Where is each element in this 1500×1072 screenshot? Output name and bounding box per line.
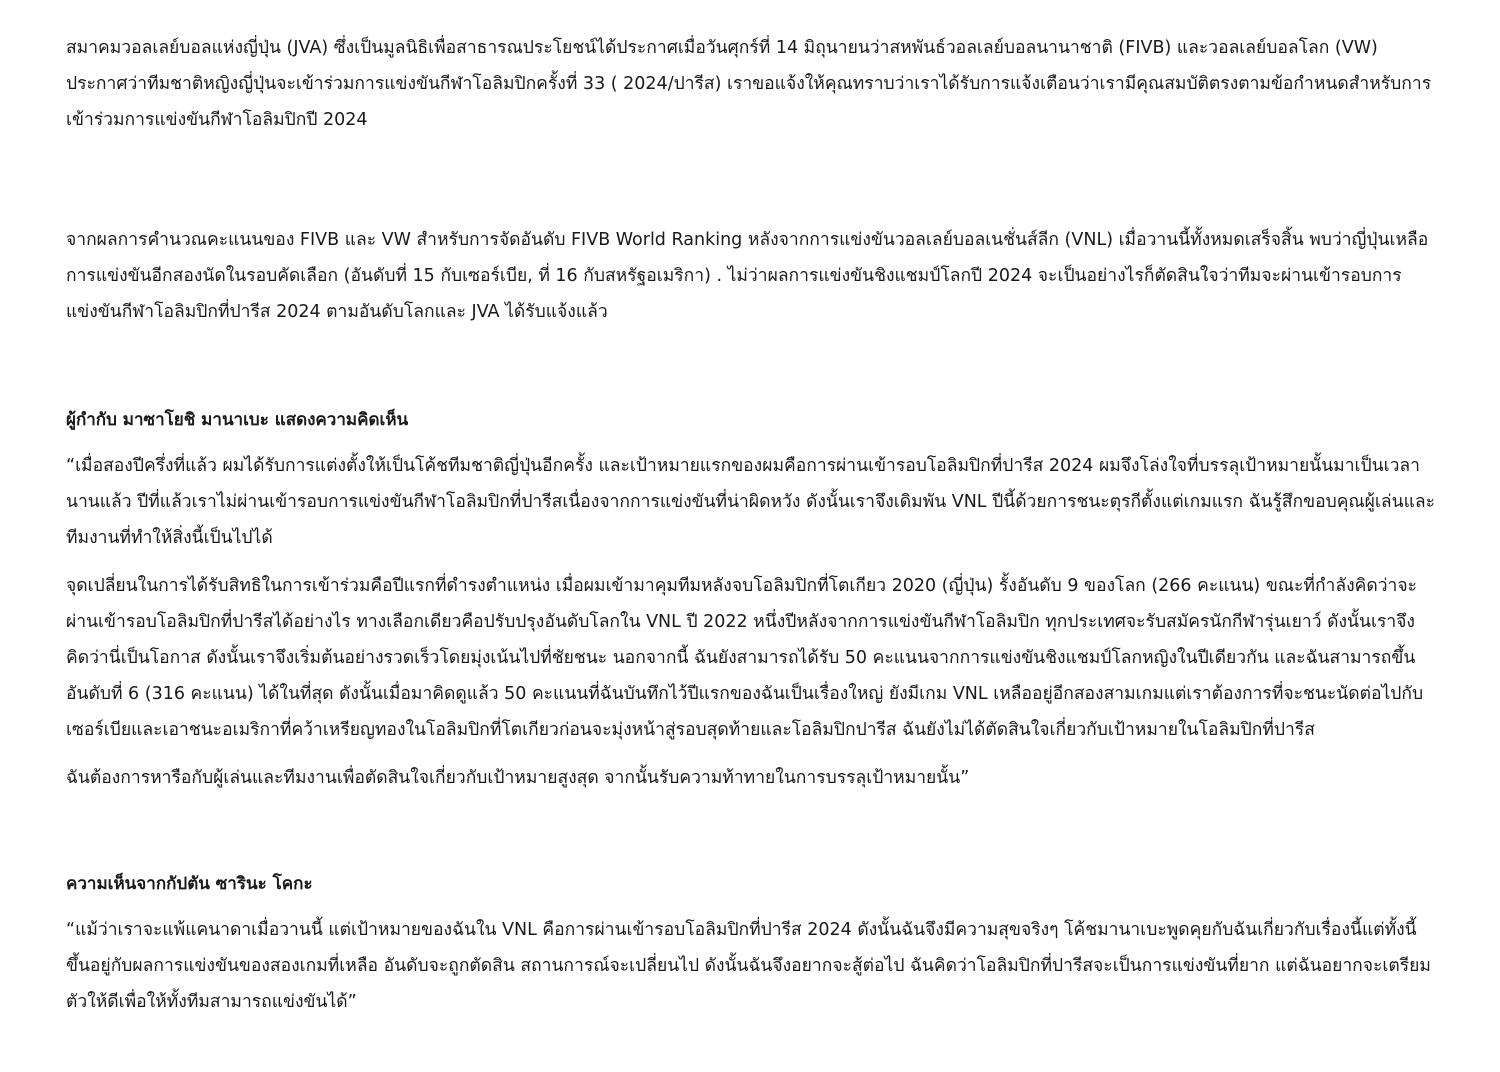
captain-comment-heading: ความเห็นจากกัปตัน ซารินะ โคกะ — [66, 874, 313, 894]
captain-section — [66, 866, 1438, 1020]
intro-paragraph-2: จากผลการคำนวณคะแนนของ FIVB และ VW สำหรับการจัดอันดับ FIVB World Ranking หลังจากการแข่งขันวอลเลย์บอลเนชั่นส์ลีก (VNL) เมื่อวานนี้ทั้งหมดเสร็จสิ้น พบว่าญี่ปุ่นเหลือการแข่งขันอีกสองนัดในรอบคัดเลือก (อันดับที่ 15 กับเซอร์เบีย, ที่ 16 กับสหรัฐอเมริกา) . ไม่ว่าผลการแข่งขันชิงแชมป์โลกปี 2024 จะเป็นอย่างไรก็ตัดสินใจว่าทีมจะผ่านเข้ารอบการแข่งขันกีฬาโอลิมปิกที่ปารีส 2024 ตามอันดับโลกและ JVA ได้รับแจ้งแล้ว — [66, 230, 1429, 322]
coach-quote-paragraph-2: จุดเปลี่ยนในการได้รับสิทธิในการเข้าร่วมคือปีแรกที่ดำรงตำแหน่ง เมื่อผมเข้ามาคุมทีมหลังจบโอลิมปิกที่โตเกียว 2020 (ญี่ปุ่น) รั้งอันดับ 9 ของโลก (266 คะแนน) ขณะที่กำลังคิดว่าจะผ่านเข้ารอบโอลิมปิกที่ปารีสได้อย่างไร ทางเลือกเดียวคือปรับปรุงอันดับโลกใน VNL ปี 2022 หนึ่งปีหลังจากการแข่งขันกีฬาโอลิมปิก ทุกประเทศจะรับสมัครนักกีฬารุ่นเยาว์ ดังนั้นเราจึงคิดว่านี่เป็นโอกาส ดังนั้นเราจึงเริ่มต้นอย่างรวดเร็วโดยมุ่งเน้นไปที่ชัยชนะ นอกจากนี้ ฉันยังสามารถได้รับ 50 คะแนนจากการแข่งขันชิงแชมป์โลกหญิงในปีเดียวกัน และฉันสามารถขึ้นอันดับที่ 6 (316 คะแนน) ได้ในที่สุด ดังนั้นเมื่อมาคิดดูแล้ว 50 คะแนนที่ฉันบันทึกไว้ปีแรกของฉันเป็นเรื่องใหญ่ ยังมีเกม VNL เหลืออยู่อีกสองสามเกมแต่เราต้องการที่จะชนะนัดต่อไปกับเซอร์เบียและเอาชนะอเมริกาที่คว้าเหรียญทองในโอลิมปิกที่โตเกียวก่อนจะมุ่งหน้าสู่รอบสุดท้ายและโอลิมปิกปารีส ฉันยังไม่ได้ตัดสินใจเกี่ยวกับเป้าหมายในโอลิมปิกที่ปารีส — [66, 576, 1424, 740]
intro-paragraph-1: สมาคมวอลเลย์บอลแห่งญี่ปุ่น (JVA) ซึ่งเป็นมูลนิธิเพื่อสาธารณประโยชน์ได้ประกาศเมื่อวันศุกร์ที่ 14 มิถุนายนว่าสหพันธ์วอลเลย์บอลนานาชาติ (FIVB) และวอลเลย์บอลโลก (VW) ประกาศว่าทีมชาติหญิงญี่ปุ่นจะเข้าร่วมการแข่งขันกีฬาโอลิมปิกครั้งที่ 33 ( 2024/ปารีส) เราขอแจ้งให้คุณทราบว่าเราได้รับการแจ้งเตือนว่าเรามีคุณสมบัติตรงตามข้อกำหนดสำหรับการเข้าร่วมการแข่งขันกีฬาโอลิมปิกปี 2024 — [66, 38, 1432, 130]
article-body — [66, 30, 1438, 1032]
coach-quote-paragraph-3: ฉันต้องการหารือกับผู้เล่นและทีมงานเพื่อตัดสินใจเกี่ยวกับเป้าหมายสูงสุด จากนั้นรับความท้าทายในการบรรลุเป้าหมายนั้น” — [66, 768, 970, 788]
coach-comment-heading: ผู้กำกับ มาซาโยชิ มานาเบะ แสดงความคิดเห็น — [66, 410, 409, 430]
captain-quote-paragraph: “แม้ว่าเราจะแพ้แคนาดาเมื่อวานนี้ แต่เป้าหมายของฉันใน VNL คือการผ่านเข้ารอบโอลิมปิกที่ปารีส 2024 ดังนั้นฉันจึงมีความสุขจริงๆ โค้ชมานาเบะพูดคุยกับฉันเกี่ยวกับเรื่องนี้แต่ทั้งนี้ขึ้นอยู่กับผลการแข่งขันของสองเกมที่เหลือ อันดับจะถูกตัดสิน สถานการณ์จะเปลี่ยนไป ดังนั้นฉันจึงอยากจะสู้ต่อไป ฉันคิดว่าโอลิมปิกที่ปารีสจะเป็นการแข่งขันที่ยาก แต่ฉันอยากจะเตรียมตัวให้ดีเพื่อให้ทั้งทีมสามารถแข่งขันได้” — [66, 920, 1431, 1012]
coach-quote-paragraph-1: “เมื่อสองปีครึ่งที่แล้ว ผมได้รับการแต่งตั้งให้เป็นโค้ชทีมชาติญี่ปุ่นอีกครั้ง และเป้าหมายแรกของผมคือการผ่านเข้ารอบโอลิมปิกที่ปารีส 2024 ผมจึงโล่งใจที่บรรลุเป้าหมายนั้นมาเป็นเวลานานแล้ว ปีที่แล้วเราไม่ผ่านเข้ารอบการแข่งขันกีฬาโอลิมปิกที่ปารีสเนื่องจากการแข่งขันที่น่าผิดหวัง ดังนั้นเราจึงเดิมพัน VNL ปีนี้ด้วยการชนะตุรกีตั้งแต่เกมแรก ฉันรู้สึกขอบคุณผู้เล่นและทีมงานที่ทำให้สิ่งนี้เป็นไปได้ — [66, 456, 1435, 548]
